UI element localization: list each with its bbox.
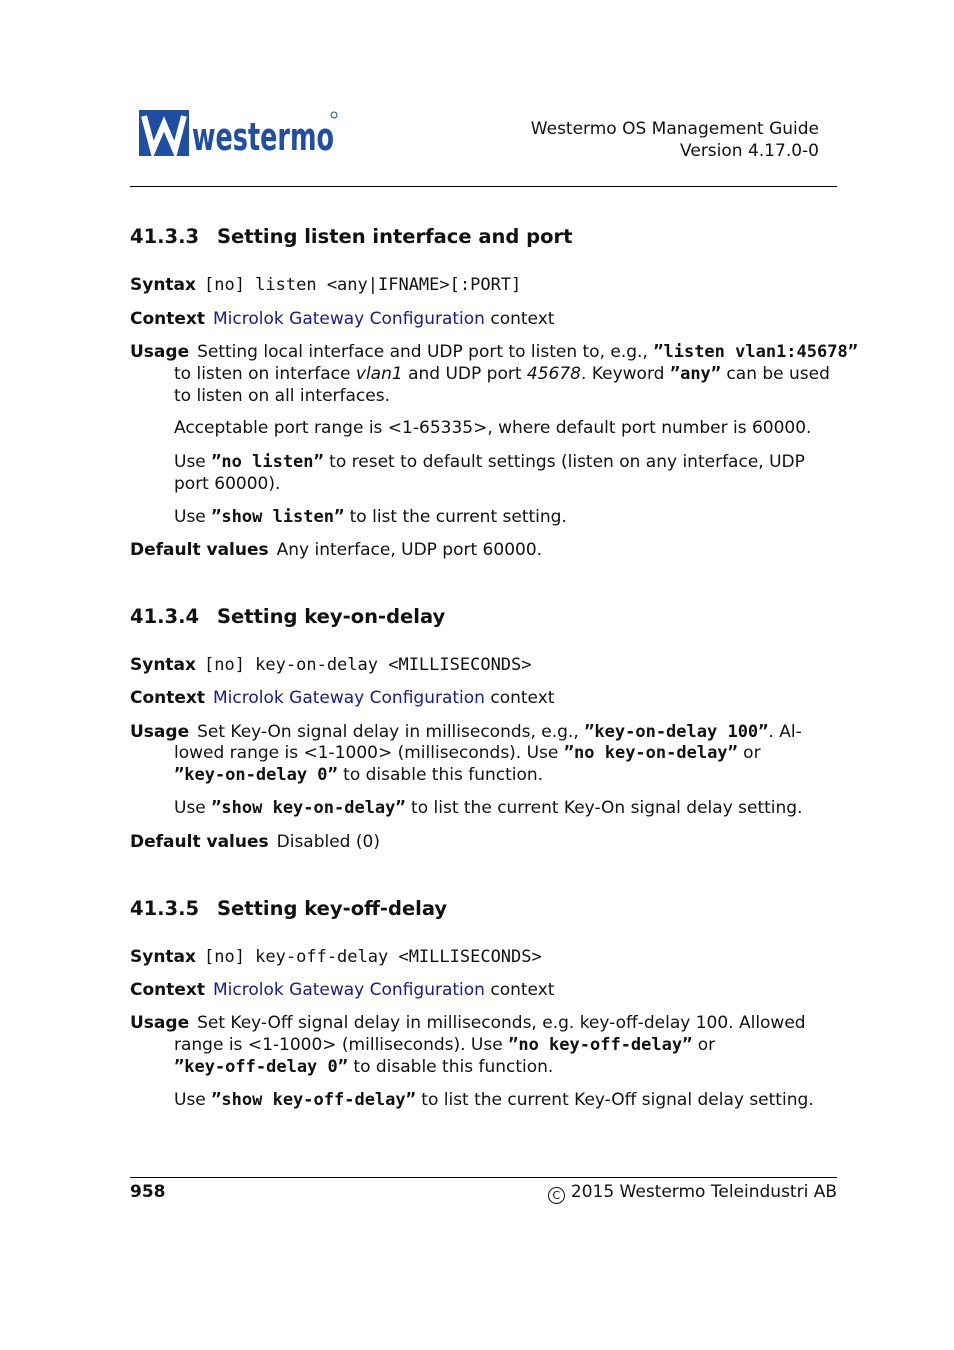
context-line: Context Microlok Gateway Configuration context <box>130 309 555 329</box>
context-link[interactable]: Microlok Gateway Configuration <box>213 309 485 329</box>
syntax-code: [no] listen <any|IFNAME>[:PORT] <box>204 275 522 295</box>
context-line: Context Microlok Gateway Configuration context <box>130 980 555 1000</box>
header-divider <box>130 186 837 187</box>
section-number: 41.3.4 <box>130 605 200 628</box>
section-number: 41.3.3 <box>130 225 200 248</box>
westermo-logo <box>139 110 339 158</box>
section-number: 41.3.5 <box>130 897 200 920</box>
show-key-off-delay-paragraph: Use ”show key-off-delay” to list the current Key-Off signal delay setting. <box>174 1090 814 1110</box>
section-title: Setting listen interface and port <box>217 225 573 248</box>
no-listen-paragraph-2: port 60000). <box>174 474 281 494</box>
syntax-line: Syntax [no] listen <any|IFNAME>[:PORT] <box>130 275 522 295</box>
section-heading-key-off-delay <box>130 897 447 920</box>
usage-line-2: lowed range is <1-1000> (milliseconds). Use ”no key-on-delay” or <box>174 743 761 763</box>
copyright <box>548 1182 837 1204</box>
usage-line-2: to listen on interface vlan1 and UDP port 45678. Keyword ”any” can be used <box>174 364 830 384</box>
usage-line-3: to listen on all interfaces. <box>174 386 391 406</box>
syntax-line: Syntax [no] key-off-delay <MILLISECONDS> <box>130 947 542 967</box>
section-heading-key-on-delay <box>130 605 445 628</box>
logo-wordmark: westermo <box>192 115 334 159</box>
default-values-line: Default values Any interface, UDP port 60000. <box>130 540 543 560</box>
context-link[interactable]: Microlok Gateway Configuration <box>213 688 485 708</box>
guide-title: Westermo OS Management Guide <box>530 119 819 139</box>
copyright-text: 2015 Westermo Teleindustri AB <box>570 1182 837 1202</box>
usage-line: Usage Setting local interface and UDP port to listen to, e.g., ”listen vlan1:45678” <box>130 342 858 362</box>
usage-line: Usage Set Key-On signal delay in milliseconds, e.g., ”key-on-delay 100”. Al- <box>130 722 802 742</box>
no-listen-paragraph: Use ”no listen” to reset to default settings (listen on any interface, UDP <box>174 452 805 472</box>
section-title: Setting key-on-delay <box>217 605 446 628</box>
footer-divider <box>130 1177 837 1178</box>
port-range-paragraph: Acceptable port range is <1-65335>, where default port number is 60000. <box>174 418 812 438</box>
header-text <box>531 118 819 162</box>
syntax-code: [no] key-off-delay <MILLISECONDS> <box>204 947 542 967</box>
show-key-on-delay-paragraph: Use ”show key-on-delay” to list the current Key-On signal delay setting. <box>174 798 803 818</box>
context-line: Context Microlok Gateway Configuration context <box>130 688 555 708</box>
guide-version: Version 4.17.0-0 <box>680 141 819 161</box>
section-title: Setting key-off-delay <box>217 897 448 920</box>
section-heading-listen <box>130 225 572 248</box>
copyright-icon: C <box>548 1187 565 1204</box>
syntax-line: Syntax [no] key-on-delay <MILLISECONDS> <box>130 655 532 675</box>
usage-line-2: range is <1-1000> (milliseconds). Use ”no key-off-delay” or <box>174 1035 716 1055</box>
usage-line-3: ”key-on-delay 0” to disable this function. <box>174 765 544 785</box>
page-number: 958 <box>130 1182 166 1202</box>
syntax-code: [no] key-on-delay <MILLISECONDS> <box>204 655 532 675</box>
show-listen-paragraph: Use ”show listen” to list the current setting. <box>174 507 567 527</box>
usage-line: Usage Set Key-Off signal delay in milliseconds, e.g. key-off-delay 100. Allowed <box>130 1013 806 1033</box>
context-link[interactable]: Microlok Gateway Configuration <box>213 980 485 1000</box>
usage-line-3: ”key-off-delay 0” to disable this function. <box>174 1057 554 1077</box>
default-values-line: Default values Disabled (0) <box>130 832 380 852</box>
